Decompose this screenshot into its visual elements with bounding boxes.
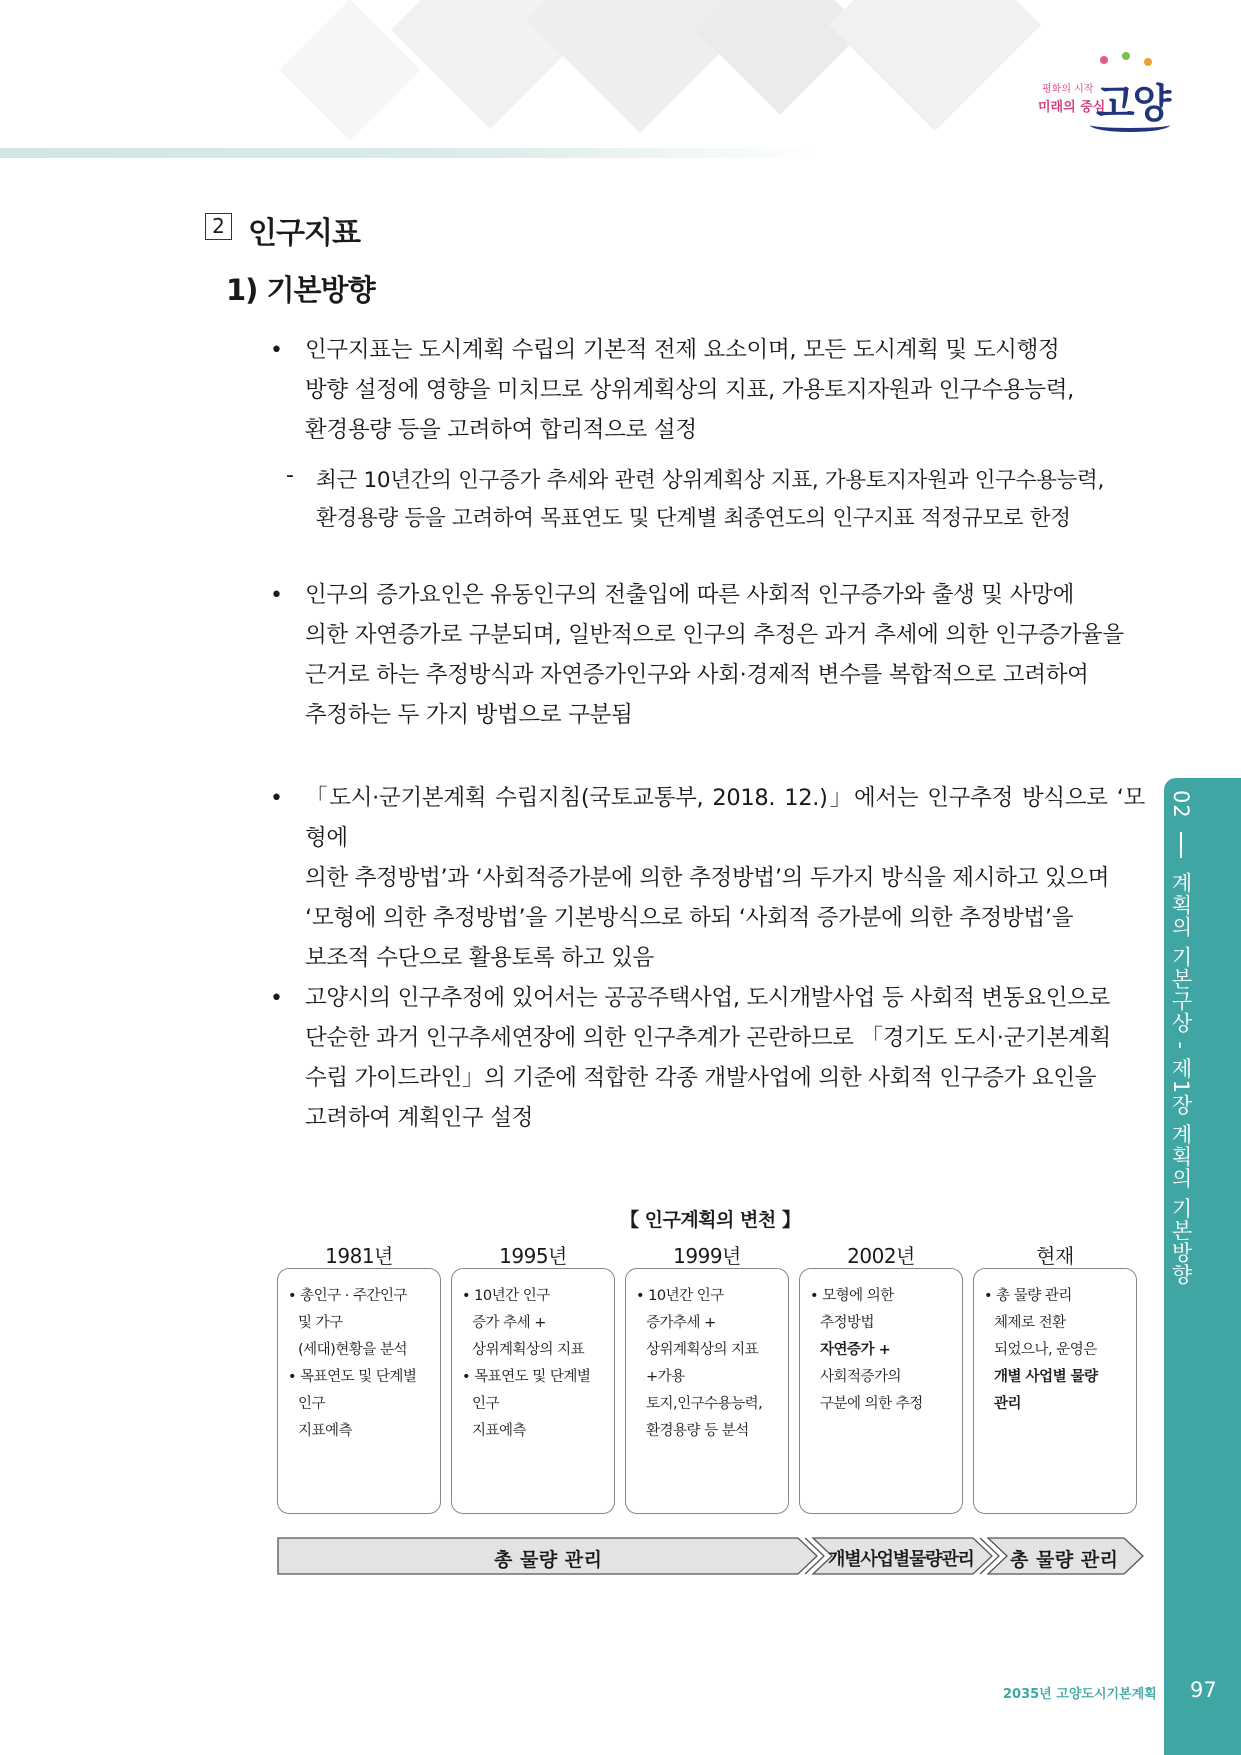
- subsection-title: 1) 기본방향: [226, 273, 375, 307]
- period-year: 1995년: [499, 1244, 567, 1268]
- card-line: • 목표연도 및 단계별: [288, 1369, 417, 1385]
- footer-doc-title: 2035년 고양도시기본계획: [1003, 1687, 1157, 1702]
- card-line: 구분에 의한 추정: [820, 1396, 923, 1412]
- bullet-4: •: [270, 986, 283, 1011]
- card-line: 개별 사업별 물량: [994, 1369, 1098, 1385]
- period-card: [451, 1268, 615, 1514]
- card-line: 지표예측: [472, 1423, 527, 1439]
- section-title: 인구지표: [248, 216, 360, 251]
- paragraph-2: 인구의 증가요인은 유동인구의 전출입에 따른 사회적 인구증가와 출생 및 사망에 의한 자연증가로 구분되며, 일반적으로 인구의 추정은 과거 추세에 의한 인구증가율을 근거로 하는 추정방식과 자연증가인구와 사회·경제적 변수를 복합적으로 고려하여 추정하는 두 가지 방법으로 구분됨: [305, 582, 1124, 728]
- card-line: 지표예측: [298, 1423, 353, 1439]
- card-line: 상위계획상의 지표: [646, 1342, 759, 1358]
- card-line: 되었으나, 운영은: [994, 1342, 1097, 1358]
- card-line: 토지,인구수용능력,: [646, 1396, 763, 1412]
- period-card: [973, 1268, 1137, 1514]
- card-line: 사회적증가의: [820, 1369, 902, 1385]
- card-line: 자연증가 +: [820, 1342, 891, 1358]
- card-line: 체제로 전환: [994, 1315, 1066, 1331]
- card-line: 증가 추세 +: [472, 1315, 546, 1331]
- arrow-label-total-1: 총 물량 관리: [494, 1549, 603, 1571]
- page-number: 97: [1190, 1678, 1217, 1702]
- section-number-box: 2: [205, 213, 232, 240]
- sub-paragraph-1: 최근 10년간의 인구증가 추세와 관련 상위계획상 지표, 가용토지자원과 인구수용능력, 환경용량 등을 고려하여 목표연도 및 단계별 최종연도의 인구지표 적정규모로 한정: [316, 468, 1105, 531]
- bullet-1: •: [270, 338, 283, 363]
- period-year: 1981년: [325, 1244, 393, 1268]
- card-line: 상위계획상의 지표: [472, 1342, 585, 1358]
- card-line: 증가추세 +: [646, 1315, 716, 1331]
- bullet-3: •: [270, 786, 283, 811]
- arrow-label-individual: 개별사업별물량관리: [828, 1549, 974, 1570]
- period-year: 현재: [1036, 1244, 1074, 1268]
- card-line: • 10년간 인구: [636, 1288, 724, 1304]
- diagram-title: 【 인구계획의 변천 】: [620, 1209, 801, 1231]
- paragraph-3: 「도시·군기본계획 수립지침(국토교통부, 2018. 12.)」에서는 인구추정 방식으로 ‘모형에 의한 추정방법’과 ‘사회적증가분에 의한 추정방법’의 두가지 방식을 제시하고 있으며 ‘모형에 의한 추정방법’을 기본방식으로 하되 ‘사회적 증가분에 의한 추정방법’을 보조적 수단으로 활용토록 하고 있음: [305, 785, 1145, 971]
- card-line: 관리: [994, 1396, 1022, 1412]
- sub-dash: -: [286, 463, 294, 488]
- card-line: 환경용량 등 분석: [646, 1423, 749, 1439]
- card-line: • 모형에 의한: [810, 1288, 894, 1304]
- paragraph-4: 고양시의 인구추정에 있어서는 공공주택사업, 도시개발사업 등 사회적 변동요인으로 단순한 과거 인구추세연장에 의한 인구추계가 곤란하므로 「경기도 도시·군기본계획 수립 가이드라인」의 기준에 적합한 각종 개발사업에 의한 사회적 인구증가 요인을 고려하여 계획인구 설정: [305, 985, 1111, 1131]
- period-year: 1999년: [673, 1244, 741, 1268]
- period-card: [277, 1268, 441, 1514]
- card-line: (세대)현황을 분석: [298, 1342, 407, 1358]
- card-line: • 총인구 · 주간인구: [288, 1288, 408, 1304]
- goyang-logo: 평화의 시작 미래의 중심 고양: [1030, 52, 1180, 132]
- arrow-label-total-2: 총 물량 관리: [1010, 1549, 1119, 1571]
- card-line: 인구: [298, 1396, 326, 1412]
- card-line: • 10년간 인구: [462, 1288, 550, 1304]
- bullet-2: •: [270, 583, 283, 608]
- card-line: 및 가구: [298, 1315, 343, 1331]
- period-card: [799, 1268, 963, 1514]
- card-line: • 총 물량 관리: [984, 1288, 1072, 1304]
- paragraph-1: 인구지표는 도시계획 수립의 기본적 전제 요소이며, 모든 도시계획 및 도시행정 방향 설정에 영향을 미치므로 상위계획상의 지표, 가용토지자원과 인구수용능력, 환경용량 등을 고려하여 합리적으로 설정: [305, 337, 1075, 443]
- period-year: 2002년: [847, 1244, 915, 1268]
- card-line: +가용: [646, 1369, 685, 1385]
- card-line: 추정방법: [820, 1315, 875, 1331]
- card-line: • 목표연도 및 단계별: [462, 1369, 591, 1385]
- card-line: 인구: [472, 1396, 500, 1412]
- chapter-side-text: 02 계획의 기본구상 - 제1장 계획의 기본방향: [1169, 790, 1193, 1286]
- period-card: [625, 1268, 789, 1514]
